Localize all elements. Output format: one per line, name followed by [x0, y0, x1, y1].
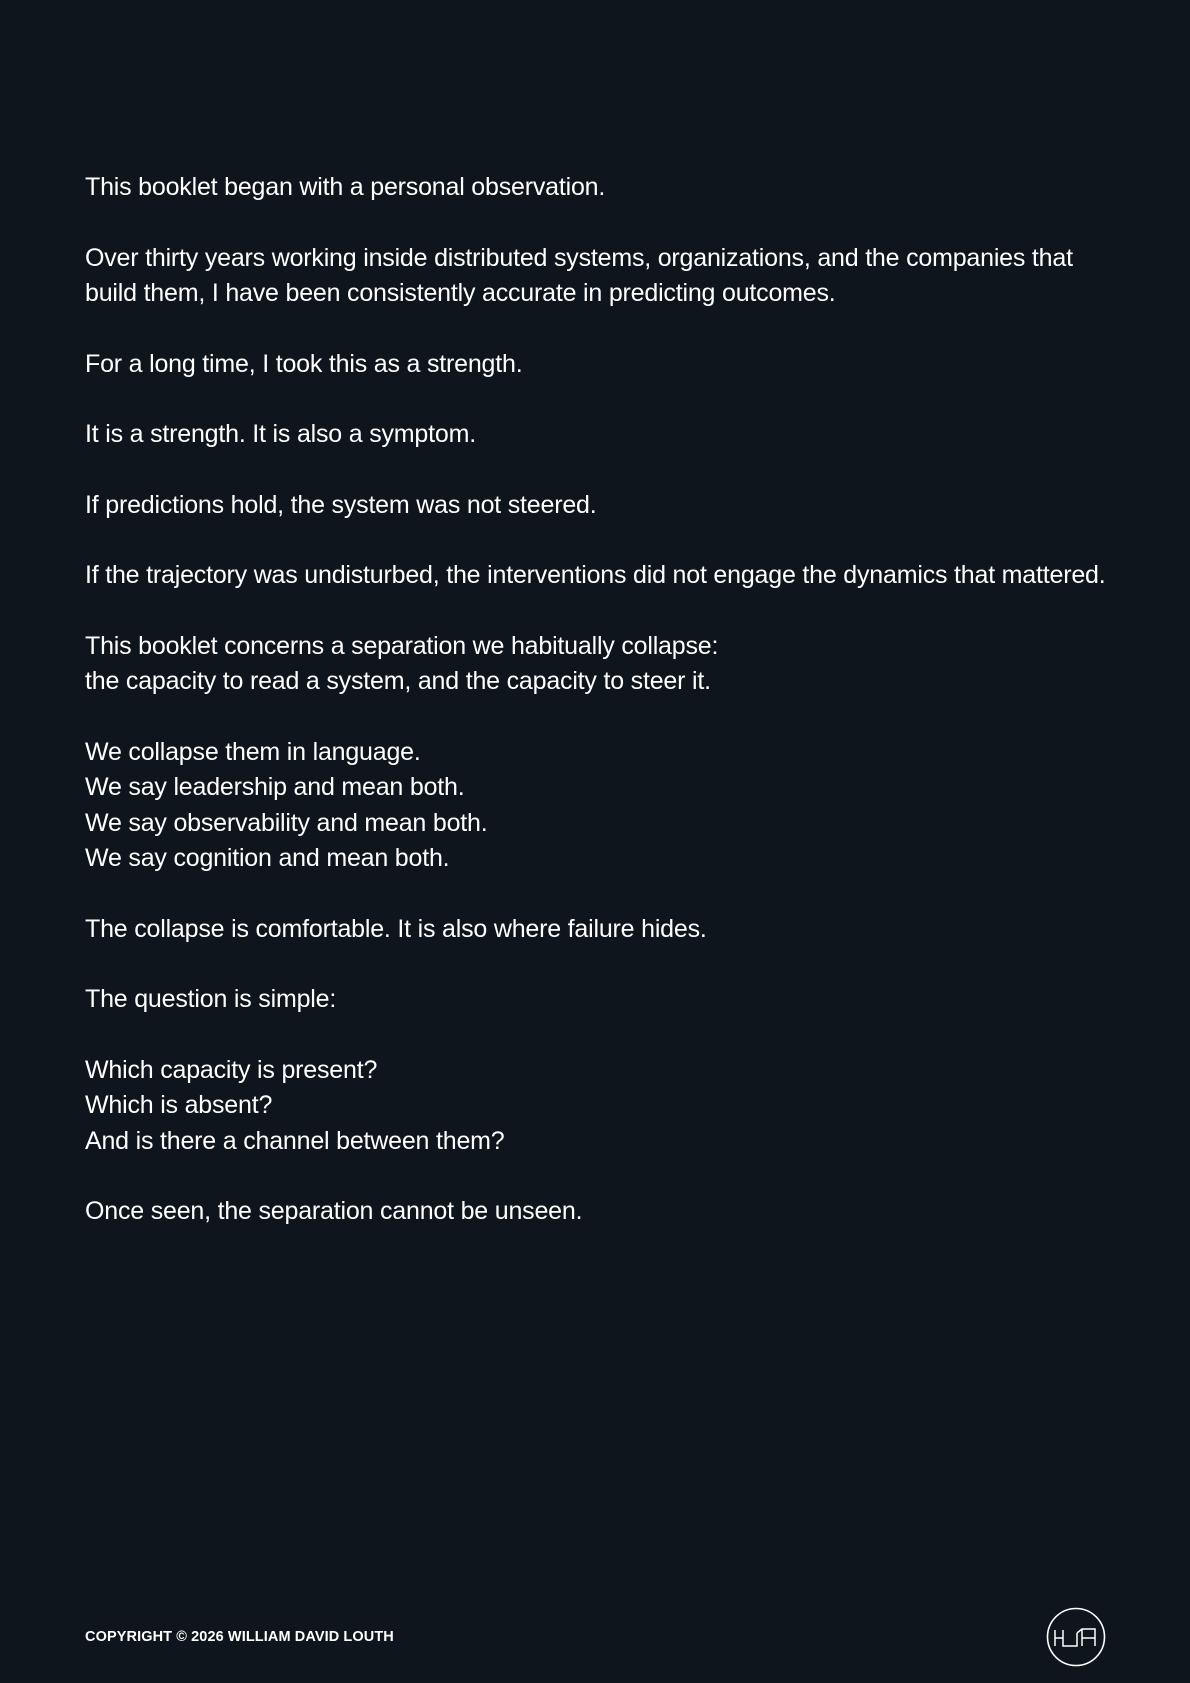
text-line: build them, I have been consistently accurate in predicting outcomes. [85, 279, 836, 307]
paragraph [85, 912, 1115, 948]
hla-monogram-icon [1046, 1607, 1106, 1667]
paragraph [85, 558, 1115, 594]
paragraph [85, 735, 1115, 877]
text-line: Which is absent? [85, 1091, 273, 1119]
text-line: It is a strength. It is also a symptom. [85, 420, 476, 448]
text-line: We say leadership and mean both. [85, 773, 465, 801]
paragraph [85, 629, 1115, 700]
booklet-text [85, 170, 1115, 1265]
text-line: We say cognition and mean both. [85, 844, 450, 872]
text-line: If predictions hold, the system was not steered. [85, 490, 597, 519]
text-line: the capacity to read a system, and the capacity to steer it. [85, 667, 711, 695]
text-line: Over thirty years working inside distributed systems, organizations, and the companies that [85, 243, 1073, 272]
text-line: For a long time, I took this as a strength. [85, 349, 523, 378]
text-line: We collapse them in language. [85, 737, 421, 766]
paragraph [85, 982, 1115, 1018]
paragraph [85, 1053, 1115, 1160]
paragraph [85, 1194, 1115, 1230]
paragraph [85, 488, 1115, 524]
paragraph [85, 170, 1115, 206]
text-line: We say observability and mean both. [85, 808, 488, 837]
text-line: The collapse is comfortable. It is also where failure hides. [85, 914, 707, 943]
paragraph [85, 241, 1115, 312]
text-line: This booklet concerns a separation we habitually collapse: [85, 631, 719, 660]
text-line: This booklet began with a personal observation. [85, 173, 606, 201]
text-line: If the trajectory was undisturbed, the interventions did not engage the dynamics that mattered. [85, 561, 1106, 589]
paragraph [85, 347, 1115, 383]
text-line: Once seen, the separation cannot be unseen. [85, 1197, 583, 1225]
text-line: The question is simple: [85, 985, 337, 1013]
text-line: And is there a channel between them? [85, 1126, 505, 1155]
paragraph [85, 417, 1115, 453]
text-line: Which capacity is present? [85, 1055, 378, 1084]
copyright-notice: COPYRIGHT © 2026 WILLIAM DAVID LOUTH [85, 1629, 394, 1645]
